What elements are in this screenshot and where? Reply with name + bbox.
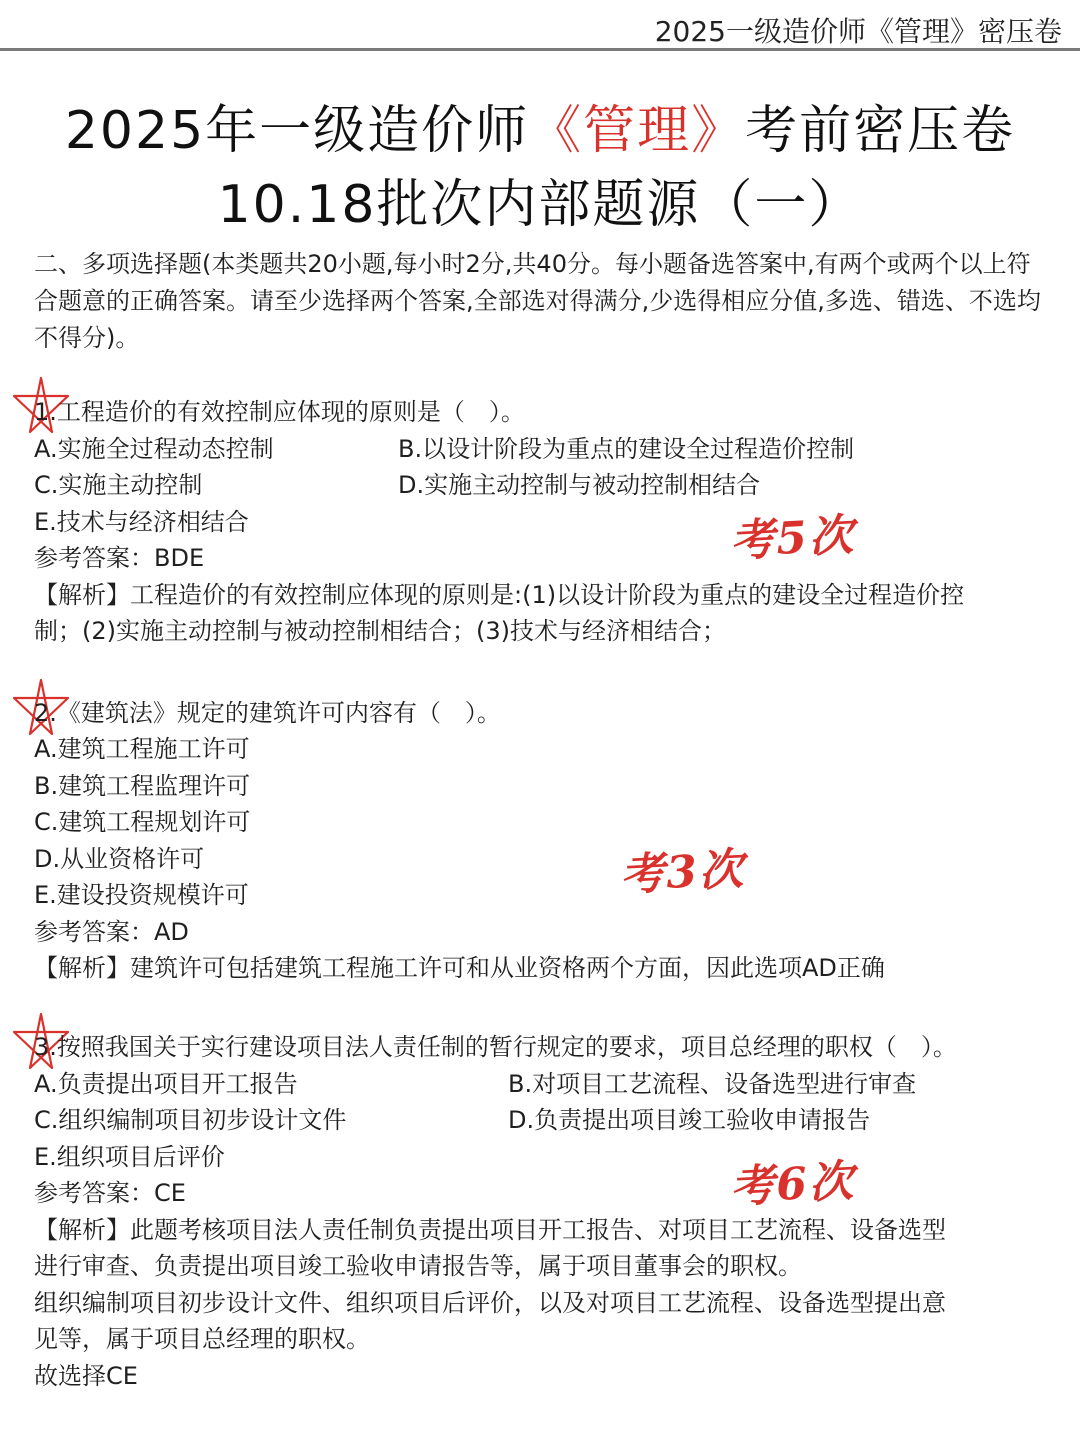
question-3-option-e: E.组织项目后评价	[34, 1143, 225, 1171]
question-1-option-c: C.实施主动控制	[34, 471, 203, 499]
question-3-analysis-line: 组织编制项目初步设计文件、组织项目后评价，以及对项目工艺流程、设备选型提出意	[34, 1289, 946, 1317]
page-title-line2: 10.18批次内部题源（一）	[217, 175, 863, 235]
question-2-option-e: E.建设投资规模许可	[34, 881, 249, 909]
question-1-option-e: E.技术与经济相结合	[34, 508, 249, 536]
question-1-analysis-line: 制；(2)实施主动控制与被动控制相结合；(3)技术与经济相结合；	[34, 617, 726, 645]
question-2-analysis-line: 【解析】建筑许可包括建筑工程施工许可和从业资格两个方面，因此选项AD正确	[34, 954, 885, 982]
question-2-option-a: A.建筑工程施工许可	[34, 735, 250, 763]
question-3-frequency-note: 考6次	[728, 1155, 857, 1214]
page-title-line1	[0, 88, 1080, 163]
question-2-option-d: D.从业资格许可	[34, 845, 205, 873]
question-1-stem: 1.工程造价的有效控制应体现的原则是（ ）。	[34, 398, 525, 426]
question-2-stem: 2.《建筑法》规定的建筑许可内容有（ ）。	[34, 699, 501, 727]
question-2-frequency-note: 考3次	[618, 843, 747, 902]
header-divider	[0, 48, 1080, 51]
title-red-part: 《管理》	[529, 101, 746, 161]
question-1-option-a: A.实施全过程动态控制	[34, 435, 274, 463]
question-1-analysis-line: 【解析】工程造价的有效控制应体现的原则是:(1)以设计阶段为重点的建设全过程造价控	[34, 581, 965, 609]
question-3-stem: 3.按照我国关于实行建设项目法人责任制的暂行规定的要求，项目总经理的职权（ ）。	[34, 1033, 957, 1061]
question-1-frequency-note: 考5次	[728, 509, 857, 568]
question-1-option-d: D.实施主动控制与被动控制相结合	[398, 471, 761, 499]
question-1-option-b: B.以设计阶段为重点的建设全过程造价控制	[398, 435, 855, 463]
question-2-option-b: B.建筑工程监理许可	[34, 772, 251, 800]
question-3-option-c: C.组织编制项目初步设计文件	[34, 1106, 347, 1134]
question-2-option-c: C.建筑工程规划许可	[34, 808, 251, 836]
question-3-answer: 参考答案：CE	[34, 1179, 186, 1207]
question-3-analysis-line: 见等，属于项目总经理的职权。	[34, 1325, 370, 1353]
question-2-answer: 参考答案：AD	[34, 918, 189, 946]
section-instructions: 二、多项选择题(本类题共20小题,每小时2分,共40分。每小题备选答案中,有两个或两个以上符合题意的正确答案。请至少选择两个答案,全部选对得满分,少选得相应分值,多选、错选、不选均不得分)。	[34, 250, 1041, 352]
title-suffix: 考前密压卷	[745, 101, 1016, 161]
question-3-analysis-line: 进行审查、负责提出项目竣工验收申请报告等，属于项目董事会的职权。	[34, 1252, 802, 1280]
question-3-analysis-line: 故选择CE	[34, 1362, 138, 1390]
question-3-option-b: B.对项目工艺流程、设备选型进行审查	[508, 1070, 917, 1098]
header-title: 2025一级造价师《管理》密压卷	[654, 15, 1062, 48]
question-3-option-d: D.负责提出项目竣工验收申请报告	[508, 1106, 871, 1134]
page-header	[0, 0, 1080, 52]
question-3-option-a: A.负责提出项目开工报告	[34, 1070, 298, 1098]
question-3-analysis-line: 【解析】此题考核项目法人责任制负责提出项目开工报告、对项目工艺流程、设备选型	[34, 1216, 946, 1244]
title-prefix: 2025年一级造价师	[64, 101, 530, 161]
question-1-answer: 参考答案：BDE	[34, 544, 205, 572]
